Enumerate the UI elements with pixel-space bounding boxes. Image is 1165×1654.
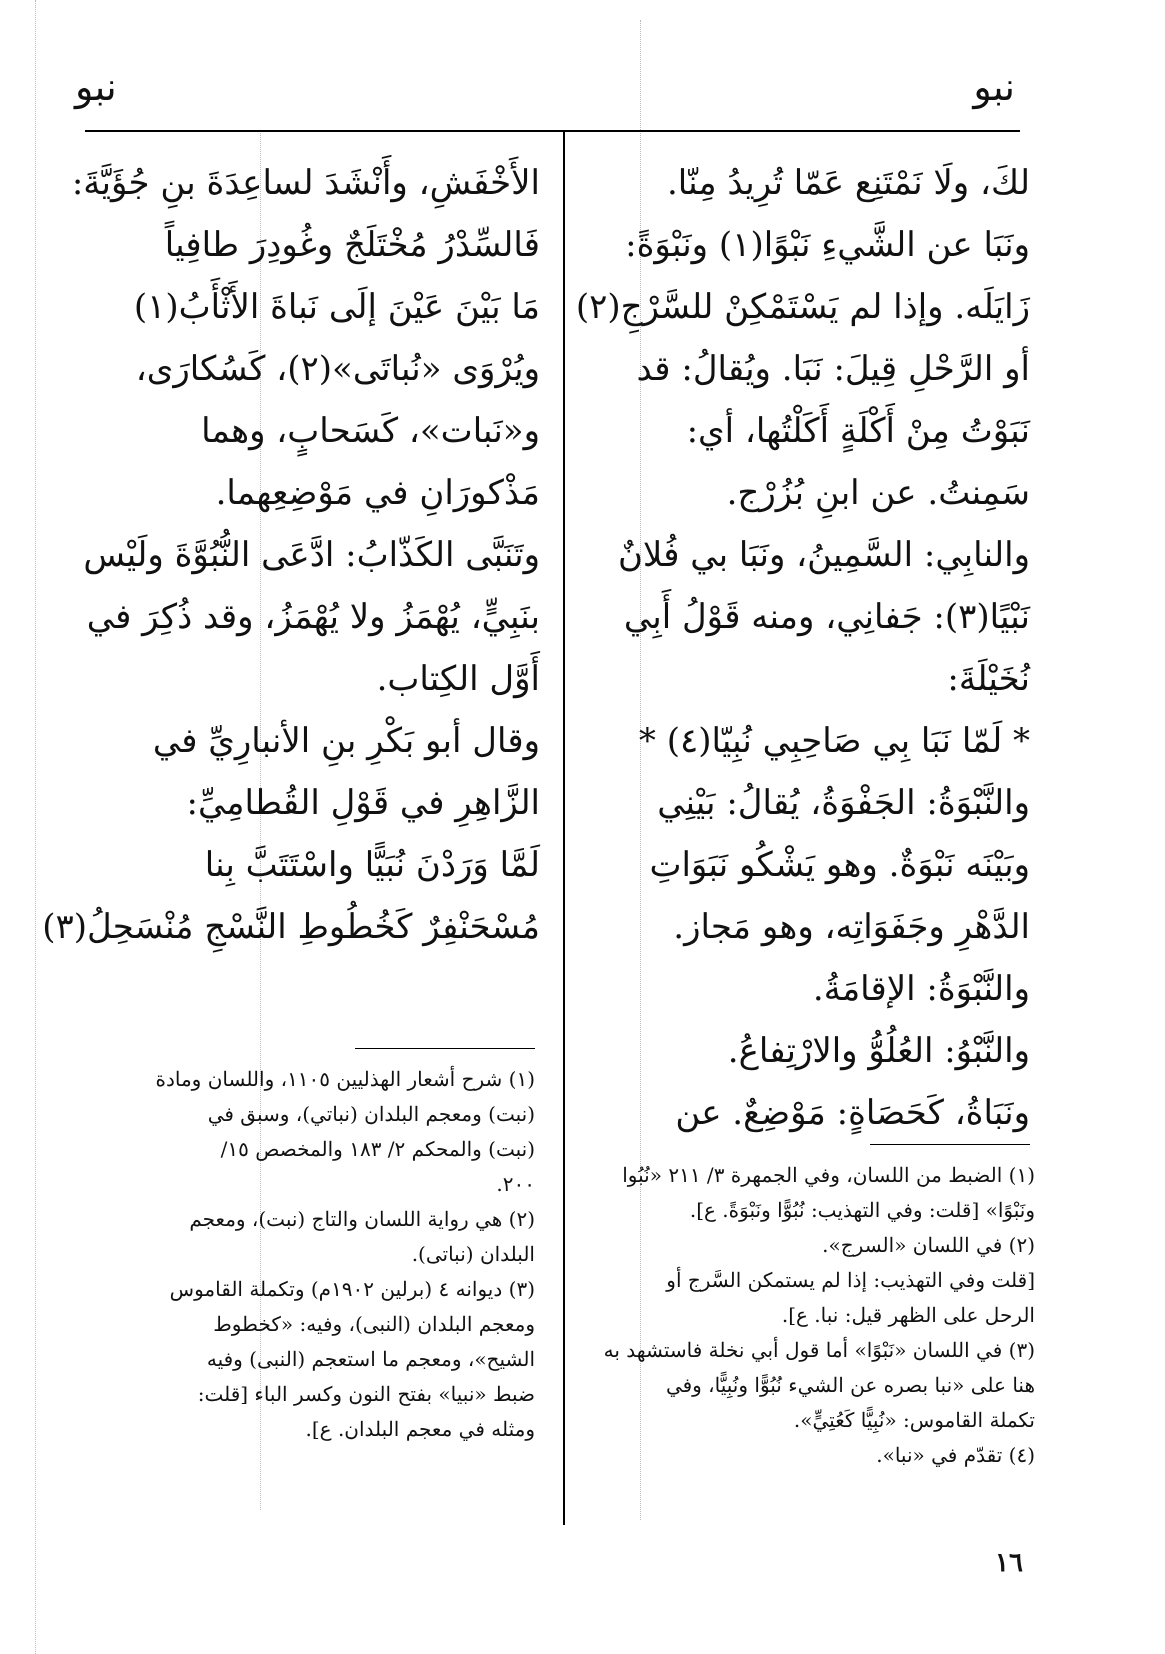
footnote-line: ومثله في معجم البلدان. ع]. — [305, 1417, 535, 1441]
header-rule — [85, 130, 1020, 132]
left-column — [42, 152, 540, 958]
text-line: مُسْحَنْفِرٌ كَخُطُوطِ النَّسْجِ مُنْسَحِلُ(٣) — [42, 907, 540, 947]
text-line: مَذْكورَانِ في مَوْضِعِهما. — [215, 473, 540, 513]
text-line: الزَّاهِرِ في قَوْلِ القُطامِيِّ: — [186, 783, 540, 823]
footnotes-right — [585, 1158, 1035, 1473]
text-line: نُخَيْلَةَ: — [947, 659, 1030, 699]
footnote-line: (١) الضبط من اللسان، وفي الجمهرة ٣/ ٢١١ «نُبُوا — [622, 1163, 1035, 1187]
text-line: * لَمّا نَبَا بِي صَاحِبِي نُبِيّا(٤) * — [638, 721, 1030, 761]
text-line: و«نَبات»، كَسَحابٍ، وهما — [201, 411, 540, 451]
text-line: سَمِنتُ. عن ابنِ بُزُرْج. — [726, 473, 1030, 513]
text-line: أَوَّل الكِتاب. — [376, 659, 540, 699]
page-number: ١٦ — [995, 1548, 1023, 1578]
footnote-line: (٣) ديوانه ٤ (برلين ١٩٠٢م) وتكملة القاموس — [169, 1277, 535, 1301]
text-line: الأَخْفَشِ، وأَنْشَدَ لساعِدَةَ بنِ جُؤَيَّةَ: — [71, 163, 540, 203]
text-line: ونَبَاةُ، كَحَصَاةٍ: مَوْضِعٌ. عن — [675, 1093, 1030, 1133]
footnote-line: (٣) في اللسان «نَبْوًا» أما قول أبي نخلة فاستشهد به — [603, 1338, 1035, 1362]
running-head-left: نبو — [75, 65, 117, 109]
text-line: والنَّبْوَةُ: الجَفْوَةُ، يُقالُ: بَيْنِي — [657, 783, 1030, 823]
footnote-line: ضبط «نبيا» بفتح النون وكسر الباء [قلت: — [197, 1382, 535, 1406]
footnote-line: (نبت) والمحكم ٢/ ١٨٣ والمخصص ١٥/ — [220, 1137, 535, 1161]
text-line: فَالسِّدْرُ مُخْتَلَجٌ وغُودِرَ طافِياً — [164, 225, 540, 265]
running-head-right: نبو — [973, 65, 1015, 109]
footnote-line: البلدان (نباتى). — [411, 1242, 535, 1266]
text-line: ويُرْوَى «نُباتَى»(٢)، كَسُكارَى، — [135, 349, 540, 389]
text-line: نَبْيًا(٣): جَفانِي، ومنه قَوْلُ أَبِي — [623, 597, 1030, 637]
text-line: نَبَوْتُ مِنْ أَكْلَةٍ أَكَلْتُها، أي: — [686, 411, 1030, 451]
text-line: ونَبَا عن الشَّيءِ نَبْوًا(١) ونَبْوَةً: — [625, 225, 1030, 265]
scan-artifact-line — [35, 0, 36, 1654]
footnote-line: ٢٠٠. — [496, 1172, 535, 1196]
footnotes-left — [95, 1062, 535, 1447]
footnote-rule-left — [355, 1048, 535, 1049]
text-line: بنَبِيٍّ، يُهْمَزُ ولا يُهْمَزُ، وقد ذُكِرَ في — [86, 597, 540, 637]
text-line: والنَّبْوَةُ: الإقامَةُ. — [812, 969, 1030, 1009]
footnote-line: (١) شرح أشعار الهذليين ١١٠٥، واللسان ومادة — [155, 1067, 535, 1091]
text-line: الدَّهْرِ وجَفَوَاتِه، وهو مَجاز. — [673, 907, 1030, 947]
text-line: لَمَّا وَرَدْنَ نُبَيًّا واسْتَتَبَّ بِنا — [204, 845, 540, 885]
footnote-line: (٤) تقدّم في «نبا». — [876, 1443, 1035, 1467]
text-line: زَايَلَه. وإذا لم يَسْتَمْكِنْ للسَّرْجِ(٢) — [575, 287, 1030, 327]
footnote-line: (٢) في اللسان «السرج». — [822, 1233, 1035, 1257]
footnote-line: الشيح»، ومعجم ما استعجم (النبى) وفيه — [206, 1347, 535, 1371]
footnote-line: (٢) هي رواية اللسان والتاج (نبت)، ومعجم — [189, 1207, 535, 1231]
footnote-line: (نبت) ومعجم البلدان (نباتي)، وسبق في — [207, 1102, 535, 1126]
text-line: لكَ، ولَا نَمْتَنِع عَمّا تُرِيدُ مِنّا. — [666, 163, 1030, 203]
text-line: وبَيْنَه نَبْوَةٌ. وهو يَشْكُو نَبَوَاتِ — [649, 845, 1030, 885]
text-line: أو الرَّحْلِ قِيلَ: نَبَا. ويُقالُ: قد — [636, 349, 1030, 389]
footnote-line: تكملة القاموس: «نُبِيًّا كَعُتِيٍّ». — [793, 1408, 1035, 1432]
footnote-rule-right — [870, 1144, 1030, 1145]
footnote-line: ومعجم البلدان (النبى)، وفيه: «كخطوط — [213, 1312, 535, 1336]
footnote-line: ونَبْوًا» [قلت: وفي التهذيب: نُبُوًّا ونَبْوَةً. ع]. — [689, 1198, 1035, 1222]
text-line: وقال أبو بَكْرِ بنِ الأنبارِيِّ في — [152, 721, 540, 761]
footnote-line: الرحل على الظهر قيل: نبا. ع]. — [781, 1303, 1035, 1327]
right-column — [575, 152, 1030, 1144]
footnote-line: هنا على «نبا بصره عن الشيء نُبُوًّا ونُبِيًّا، وفي — [665, 1373, 1035, 1397]
text-line: وتَنَبَّى الكَذّابُ: ادَّعَى النُّبُوَّةَ ولَيْس — [83, 535, 540, 575]
footnote-line: [قلت وفي التهذيب: إذا لم يستمكن السَّرج أو — [666, 1268, 1035, 1292]
text-line: مَا بَيْنَ عَيْنَ إلَى نَباةَ الأَثْأَبُ(١) — [133, 287, 540, 327]
column-divider — [563, 130, 565, 1525]
text-line: والنَّبْوُ: العُلُوُّ والارْتِفاعُ. — [727, 1031, 1030, 1071]
text-line: والنابِي: السَّمِينُ، ونَبَا بي فُلانٌ — [617, 535, 1030, 575]
